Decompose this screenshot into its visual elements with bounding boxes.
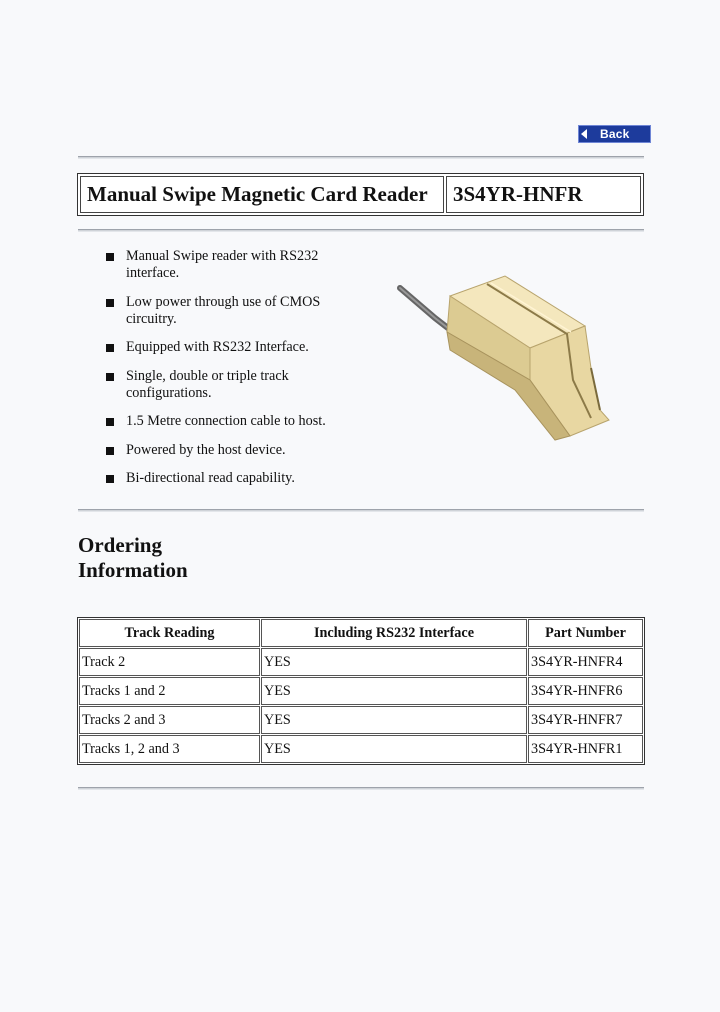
list-item bbox=[106, 470, 356, 487]
ordering-heading bbox=[78, 533, 188, 583]
table-row bbox=[79, 706, 643, 734]
product-model: 3S4YR-HNFR bbox=[446, 176, 641, 213]
ordering-table bbox=[77, 617, 645, 765]
square-bullet-icon bbox=[106, 373, 114, 381]
product-title: Manual Swipe Magnetic Card Reader bbox=[80, 176, 444, 213]
square-bullet-icon bbox=[106, 418, 114, 426]
table-cell: 3S4YR-HNFR1 bbox=[528, 735, 643, 763]
list-item bbox=[106, 413, 356, 430]
table-cell: Tracks 1 and 2 bbox=[79, 677, 260, 705]
feature-text: Manual Swipe reader with RS232 interface. bbox=[126, 248, 319, 281]
square-bullet-icon bbox=[106, 344, 114, 352]
feature-text: 1.5 Metre connection cable to host. bbox=[126, 413, 326, 429]
back-button[interactable] bbox=[578, 125, 651, 143]
table-cell: 3S4YR-HNFR7 bbox=[528, 706, 643, 734]
table-cell: YES bbox=[261, 706, 527, 734]
table-cell: YES bbox=[261, 648, 527, 676]
feature-text: Single, double or triple track configurations. bbox=[126, 367, 289, 401]
column-header: Part Number bbox=[528, 619, 643, 647]
ordering-heading-line1: Ordering bbox=[78, 533, 162, 557]
feature-text: Bi-directional read capability. bbox=[126, 470, 295, 486]
column-header: Track Reading bbox=[79, 619, 260, 647]
back-arrow-icon bbox=[581, 129, 587, 139]
feature-text: Low power through use of CMOS circuitry. bbox=[126, 293, 321, 327]
table-row bbox=[79, 735, 643, 763]
table-row bbox=[79, 648, 643, 676]
table-header-row bbox=[79, 619, 643, 647]
column-header: Including RS232 Interface bbox=[261, 619, 527, 647]
table-cell: 3S4YR-HNFR4 bbox=[528, 648, 643, 676]
feature-text: Equipped with RS232 Interface. bbox=[126, 339, 309, 355]
divider-middle bbox=[78, 509, 644, 512]
square-bullet-icon bbox=[106, 447, 114, 455]
table-row bbox=[79, 677, 643, 705]
list-item bbox=[106, 294, 356, 328]
list-item bbox=[106, 339, 356, 356]
divider-bottom bbox=[78, 787, 644, 790]
table-cell: 3S4YR-HNFR6 bbox=[528, 677, 643, 705]
back-button-label: Back bbox=[600, 127, 630, 141]
divider-features-top bbox=[78, 229, 644, 232]
feature-list bbox=[106, 248, 356, 499]
list-item bbox=[106, 368, 356, 402]
table-cell: YES bbox=[261, 735, 527, 763]
list-item bbox=[106, 442, 356, 459]
ordering-heading-line2: Information bbox=[78, 558, 188, 582]
table-cell: YES bbox=[261, 677, 527, 705]
product-title-table bbox=[77, 173, 644, 216]
table-cell: Tracks 2 and 3 bbox=[79, 706, 260, 734]
feature-text: Powered by the host device. bbox=[126, 441, 286, 458]
table-cell: Track 2 bbox=[79, 648, 260, 676]
square-bullet-icon bbox=[106, 299, 114, 307]
list-item bbox=[106, 248, 356, 282]
divider-top bbox=[78, 156, 644, 159]
card-reader-product-image bbox=[395, 270, 635, 460]
table-cell: Tracks 1, 2 and 3 bbox=[79, 735, 260, 763]
square-bullet-icon bbox=[106, 475, 114, 483]
square-bullet-icon bbox=[106, 253, 114, 261]
